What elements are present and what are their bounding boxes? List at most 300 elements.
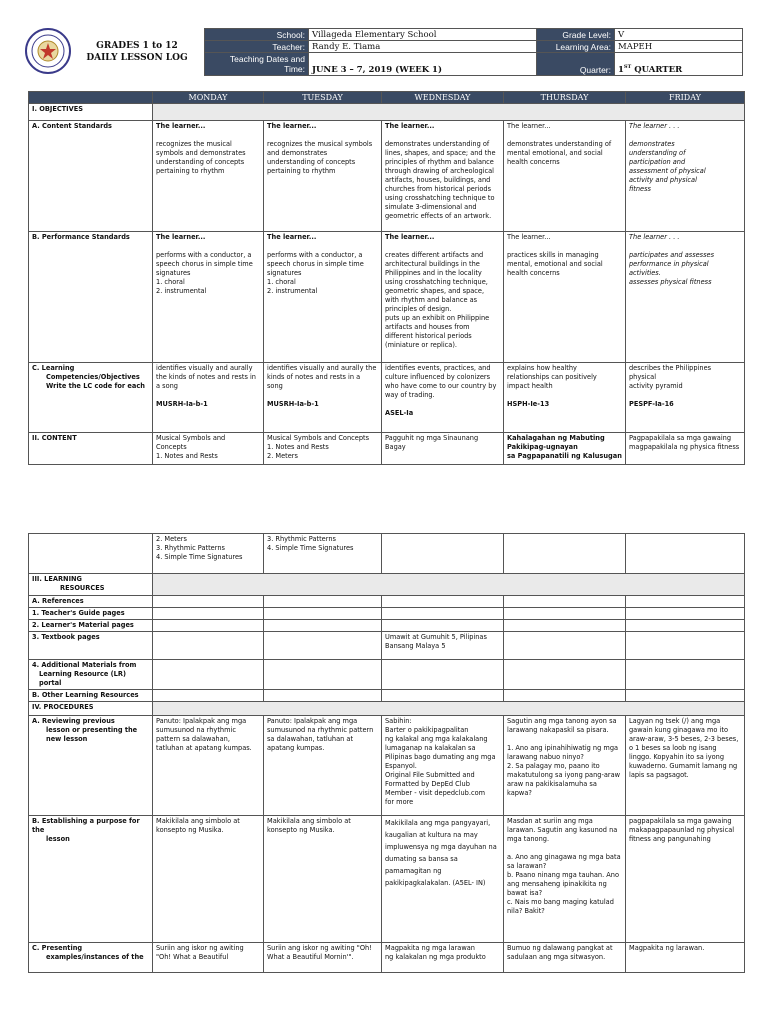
cell-line: Musical Symbols and [156,434,226,442]
cell-line: participation and [629,158,686,166]
competencies-row [29,363,745,433]
cell-line: identifies events, practices, and [385,364,491,372]
learners-material-label: 2. Learner's Material pages [29,620,153,632]
learning-resources-band [153,574,745,596]
content-standards-wed [382,121,504,232]
cell-line: 3. Rhythmic Patterns [156,544,225,552]
cell-line: The learner... [385,122,435,130]
competencies-thu [504,363,626,433]
cell-line: 1. Ano ang ipinahihiwatig ng mga [507,744,619,752]
references-tue [264,596,382,608]
dates-value: JUNE 3 – 7, 2019 (WEEK 1) [309,53,537,76]
learners-material-row [29,620,745,632]
cell-line: The learner... [507,122,551,130]
cell-line: song [267,382,283,390]
presenting-label-line-2: examples/instances of the [46,953,144,961]
competencies-mon [153,363,264,433]
other-wed [382,690,504,702]
textbook-mon [153,632,264,660]
references-thu [504,596,626,608]
cell-line: understanding of concepts [156,158,245,166]
textbook-tue [264,632,382,660]
cell-line: linggo. Kopyahin ito sa iyong [629,753,725,761]
cell-line: Formatted by DepEd Club [385,780,470,788]
dates-label-line-1: Teaching Dates and [229,54,305,64]
teacher-label: Teacher: [205,41,309,53]
cell-line: araw na pakikisalamuha sa [507,780,597,788]
cell-line: HSPH-Ie-13 [507,400,550,408]
presenting-fri [626,943,745,973]
additional-tue [264,660,382,690]
cell-line: different historical periods [385,332,472,340]
presenting-label [29,943,153,973]
cell-line: mga tanong. [507,835,550,843]
content-continued-row [29,534,745,574]
cell-line: 2. Meters [156,535,187,543]
cell-line [507,391,622,400]
cell-line: a song [156,382,178,390]
reviewing-mon [153,716,264,816]
cell-line: impluwensya ng mga dayuhan na [385,843,497,851]
textbook-row [29,632,745,660]
competencies-label-line-1: C. Learning [32,364,75,372]
dates-label-line-2: Time: [284,64,305,74]
cell-line: using crosshatching technique, [385,278,488,286]
cell-line: a. Ano ang ginagawa ng mga bata [507,853,621,861]
lesson-table-page-2 [28,533,745,973]
cell-line: artifacts and houses from [385,323,470,331]
cell-line: pertaining to rhythm [156,167,225,175]
procedures-row [29,702,745,716]
cell-line [156,131,260,140]
day-wednesday: WEDNESDAY [382,92,504,104]
cell-line [629,391,741,400]
grade-label: Grade Level: [537,29,615,41]
cell-line: ang mensaheng ipinakikita ng [507,880,607,888]
cell-line: activity and physical [629,176,697,184]
cell-line: lumaganap na kalakalan sa [385,744,476,752]
cell-line: Lagyan ng tsek (/) ang mga [629,717,721,725]
purpose-wed [382,816,504,943]
cell-line: Kahalagahan ng Mabuting [507,434,605,442]
area-value: MAPEH [615,41,743,53]
content-continued-mon [153,534,264,574]
purpose-tue [264,816,382,943]
competencies-wed [382,363,504,433]
school-label: School: [205,29,309,41]
textbook-wed [382,632,504,660]
other-tue [264,690,382,702]
cell-line: pamamagitan ng [385,867,442,875]
purpose-label-line-1: B. Establishing a purpose for the [32,817,140,834]
cell-line: 3. Rhythmic Patterns [267,535,336,543]
log-title [72,40,202,64]
purpose-label [29,816,153,943]
cell-line: 1. choral [156,278,185,286]
content-wed [382,433,504,465]
cell-line: health concerns [507,269,560,277]
presenting-mon [153,943,264,973]
day-tuesday: TUESDAY [264,92,382,104]
cell-line: sumusunod na rhythmic [156,726,236,734]
learners-material-fri [626,620,745,632]
cell-line: mental emotional, and social [507,149,603,157]
content-tue [264,433,382,465]
cell-line: signatures [156,269,191,277]
additional-mon [153,660,264,690]
competencies-label-line-2: Competencies/Objectives [46,373,140,381]
cell-line: araw-araw, 3-5 beses, 2-3 beses, [629,735,739,743]
reviewing-label-line-3: new lesson [46,735,88,743]
quarter-suffix: ST [623,64,632,71]
cell-line [267,242,378,251]
cell-line: artifacts, houses, buildings, and [385,176,491,184]
cell-line: PESPF-Ia-16 [629,400,674,408]
performance-standards-tue [264,232,382,363]
cell-line: "Oh! What a Beautiful [156,953,229,961]
content-mon [153,433,264,465]
day-friday: FRIDAY [626,92,745,104]
reviewing-label-line-1: A. Reviewing previous [32,717,115,725]
competencies-tue [264,363,382,433]
cell-line: The learner... [156,122,206,130]
references-row [29,596,745,608]
cell-line: (miniature or replica). [385,341,458,349]
cell-line: magpapakilala ng physica fitness [629,443,740,451]
teacher-value: Randy E. Tiama [309,41,537,53]
cell-line [385,400,500,409]
cell-line [507,735,622,744]
presenting-row [29,943,745,973]
cell-line: Espanyol. [385,762,417,770]
learning-resources-label-line-2: RESOURCES [60,584,105,592]
learners-material-tue [264,620,382,632]
grade-value: V [615,29,743,41]
cell-line: performs with a conductor, a [156,251,252,259]
content-row [29,433,745,465]
cell-line: konsepto ng Musika. [267,826,335,834]
performance-standards-label: B. Performance Standards [29,232,153,363]
cell-line: Barter o pakikipagpalitan [385,726,469,734]
cell-line [629,131,741,140]
content-standards-fri [626,121,745,232]
cell-line: understanding of concepts [267,158,356,166]
learners-material-mon [153,620,264,632]
cell-line [156,242,260,251]
cell-line: assessment of physical [629,167,706,175]
cell-line: geometric shapes, and space, [385,287,485,295]
cell-line: identifies visually and aurally the [267,364,377,372]
teachers-guide-thu [504,608,626,620]
content-continued-tue [264,534,382,574]
cell-line: tatluhan at apatang kumpas. [156,744,252,752]
quarter-number: 1 [618,65,624,75]
cell-line: dumating sa bansa sa [385,855,458,863]
cell-line: bawat isa? [507,889,543,897]
teachers-guide-fri [626,608,745,620]
cell-line: The learner... [507,233,551,241]
performance-standards-fri [626,232,745,363]
presenting-wed [382,943,504,973]
procedures-label: IV. PROCEDURES [29,702,153,716]
cell-line: using crosshatching technique to [385,194,495,202]
cell-line: ng kalakalan ng mga produkto [385,953,486,961]
cell-line: nila? Bakit? [507,907,545,915]
reviewing-label [29,716,153,816]
cell-line: health concerns [507,158,560,166]
cell-line: activities. [629,269,661,277]
cell-line: Panuto: Ipalakpak ang mga [156,717,247,725]
cell-line [629,242,741,251]
cell-line: larawang nakapaskil sa pisara. [507,726,609,734]
presenting-thu [504,943,626,973]
content-fri [626,433,745,465]
cell-line: Original File Submitted and [385,771,475,779]
lesson-table-page-1 [28,91,745,465]
other-mon [153,690,264,702]
cell-line: lapis sa pagsagot. [629,771,689,779]
cell-line: The learner... [156,233,206,241]
cell-line: pattern sa dalawahan, [156,735,230,743]
objectives-band [153,104,745,121]
teachers-guide-mon [153,608,264,620]
additional-label-line-3: portal [39,679,62,687]
cell-line: Suriin ang iskor ng awiting "Oh! [267,944,372,952]
cell-line: kapwa? [507,789,532,797]
cell-line: gawain kung ginagawa mo ito [629,726,729,734]
teachers-guide-tue [264,608,382,620]
quarter-text: QUARTER [631,65,683,75]
cell-line: Makikilala ang mga pangyayari, [385,819,491,827]
cell-line: 2. instrumental [267,287,318,295]
cell-line: lines, shapes, and space; and the [385,149,496,157]
content-label: II. CONTENT [29,433,153,465]
cell-line: kinds of notes and rests in a [267,373,361,381]
reviewing-label-line-2: lesson or presenting the [46,726,138,734]
content-standards-label: A. Content Standards [29,121,153,232]
competencies-label [29,363,153,433]
cell-line: performance in physical [629,260,709,268]
cell-line: 1. choral [267,278,296,286]
other-resources-row [29,690,745,702]
learners-material-thu [504,620,626,632]
cell-line: creates different artifacts and [385,251,484,259]
other-fri [626,690,745,702]
cell-line: practices skills in managing [507,251,599,259]
additional-label-line-1: 4. Additional Materials from [32,661,137,669]
additional-materials-label [29,660,153,690]
title-line-2: DAILY LESSON LOG [86,53,188,63]
additional-materials-row [29,660,745,690]
reviewing-tue [264,716,382,816]
cell-line [507,131,622,140]
cell-line: with rhythm and balance as [385,296,478,304]
references-label: A. References [29,596,153,608]
cell-line: makatutulong sa iyong pang-araw [507,771,621,779]
cell-line: Masdan at suriin ang mga [507,817,593,825]
references-mon [153,596,264,608]
cell-line: activity pyramid [629,382,683,390]
competencies-fri [626,363,745,433]
cell-line: sumusunod na rhythmic pattern [267,726,374,734]
purpose-mon [153,816,264,943]
cell-line: describes the Philippines [629,364,712,372]
textbook-label: 3. Textbook pages [29,632,153,660]
cell-line: geometric effects of an artwork. [385,212,492,220]
cell-line: principles of rhythm and balance [385,158,494,166]
cell-line: The learner . . . [629,233,680,241]
deped-seal-icon [25,28,71,74]
cell-line: churches from historical periods [385,185,492,193]
teachers-guide-row [29,608,745,620]
reviewing-row [29,716,745,816]
learning-resources-label [29,574,153,596]
cell-line: Member - visit depedclub.com [385,789,486,797]
cell-line: fitness [629,185,651,193]
cell-line: MUSRH-Ia-b-1 [156,400,208,408]
cell-line: MUSRH-Ia-b-1 [267,400,319,408]
additional-label-line-2: Learning Resource (LR) [39,670,126,678]
cell-line: impact health [507,382,553,390]
cell-line: The learner... [385,233,435,241]
content-continued-thu [504,534,626,574]
cell-line: Umawit at Gumuhit 5, Pilipinas [385,633,487,641]
other-resources-label: B. Other Learning Resources [29,690,153,702]
day-monday: MONDAY [153,92,264,104]
content-standards-row [29,121,745,232]
cell-line: culture influenced by colonizers [385,373,491,381]
cell-line: Philippines and in the locality [385,269,482,277]
cell-line: speech chorus in simple time [156,260,253,268]
cell-line: puts up an exhibit on Philippine [385,314,490,322]
area-label: Learning Area: [537,41,615,53]
references-fri [626,596,745,608]
cell-line: demonstrates [629,140,675,148]
cell-line: 2. Sa palagay mo, paano ito [507,762,600,770]
cell-line: Musical Symbols and Concepts [267,434,370,442]
cell-line: 4. Simple Time Signatures [267,544,354,552]
cell-line: What a Beautiful Mornin'". [267,953,354,961]
cell-line: Panuto: Ipalakpak ang mga [267,717,358,725]
cell-line: the kinds of notes and rests in [156,373,256,381]
cell-line: The learner... [267,122,317,130]
cell-line: Makikilala ang simbolo at [156,817,240,825]
cell-line: understanding of [629,149,686,157]
procedures-band [153,702,745,716]
cell-line: demonstrates understanding of [507,140,612,148]
performance-standards-wed [382,232,504,363]
content-standards-thu [504,121,626,232]
additional-wed [382,660,504,690]
cell-line: who have come to our country by [385,382,497,390]
day-header-row [29,92,745,104]
cell-line: 2. instrumental [156,287,207,295]
cell-line: makapagpapaunlad ng physical [629,826,735,834]
cell-line: speech chorus in simple time [267,260,364,268]
cell-line [156,391,260,400]
cell-line: Bansang Malaya 5 [385,642,446,650]
cell-line [267,131,378,140]
day-thursday: THURSDAY [504,92,626,104]
cell-line [267,391,378,400]
textbook-thu [504,632,626,660]
objectives-row [29,104,745,121]
cell-line: recognizes the musical symbols [267,140,373,148]
cell-line: pakikipagkalakalan. (A5EL- IN) [385,879,486,887]
cell-line: Makikilala ang simbolo at [267,817,351,825]
title-line-1: GRADES 1 to 12 [96,41,178,51]
additional-thu [504,660,626,690]
cell-line: b. Paano ninang mga tauhan. Ano [507,871,620,879]
other-thu [504,690,626,702]
cell-line: kuwaderno. Gumamit lamang ng [629,762,738,770]
cell-line: Bumuo ng dalawang pangkat at [507,944,613,952]
purpose-thu [504,816,626,943]
cell-line: mental, emotional and social [507,260,603,268]
cell-line: recognizes the musical [156,140,232,148]
cell-line: fitness ang pangunahing [629,835,711,843]
cell-line [385,242,500,251]
cell-line: for more [385,798,414,806]
competencies-label-line-3: Write the LC code for each [46,382,145,390]
cell-line: Pilipinas bago dumating ang mga [385,753,496,761]
cell-line: larawan. Sagutin ang kasunod na [507,826,618,834]
cell-line: sa dalawahan, tatluhan at [267,735,354,743]
cell-line: sadulaan ang mga sitwasyon. [507,953,606,961]
cell-line: Magpakita ng larawan. [629,944,705,952]
cell-line: explains how healthy [507,364,577,372]
cell-line: 1. Notes and Rests [267,443,329,451]
presenting-label-line-1: C. Presenting [32,944,83,952]
cell-line: The learner... [267,233,317,241]
purpose-label-line-2: lesson [46,835,70,843]
cell-line: sa Pagpapanatili ng Kalusugan [507,452,622,460]
cell-line: kaugalian at kultura na may [385,831,478,839]
cell-line: Magpakita ng mga larawan [385,944,475,952]
reviewing-fri [626,716,745,816]
cell-line: signatures [267,269,302,277]
cell-line: ASEL-Ia [385,409,414,417]
performance-standards-row [29,232,745,363]
quarter-label: Quarter: [537,53,615,76]
content-continued-fri [626,534,745,574]
blank-header-cell [29,92,153,104]
cell-line: Sabihin: [385,717,412,725]
cell-line: principles of design. [385,305,452,313]
cell-line: Concepts [156,443,187,451]
content-standards-mon [153,121,264,232]
textbook-fri [626,632,745,660]
cell-line: and demonstrates [267,149,328,157]
info-table [204,28,743,76]
cell-line: pertaining to rhythm [267,167,336,175]
cell-line: participates and assesses [629,251,715,259]
cell-line: Sagutin ang mga tanong ayon sa [507,717,617,725]
cell-line: demonstrates understanding of [385,140,490,148]
cell-line: way of trading. [385,391,435,399]
cell-line: sa larawan? [507,862,547,870]
content-continued-wed [382,534,504,574]
cell-line [385,131,500,140]
school-value: Villageda Elementary School [309,29,537,41]
references-wed [382,596,504,608]
cell-line: ng kalakal ang mga kalakalang [385,735,488,743]
cell-line: simulate 3-dimensional and [385,203,477,211]
cell-line: physical [629,373,657,381]
cell-line: assesses physical fitness [629,278,712,286]
cell-line: apatang kumpas. [267,744,325,752]
cell-line: Pagpapakilala sa mga gawaing [629,434,732,442]
